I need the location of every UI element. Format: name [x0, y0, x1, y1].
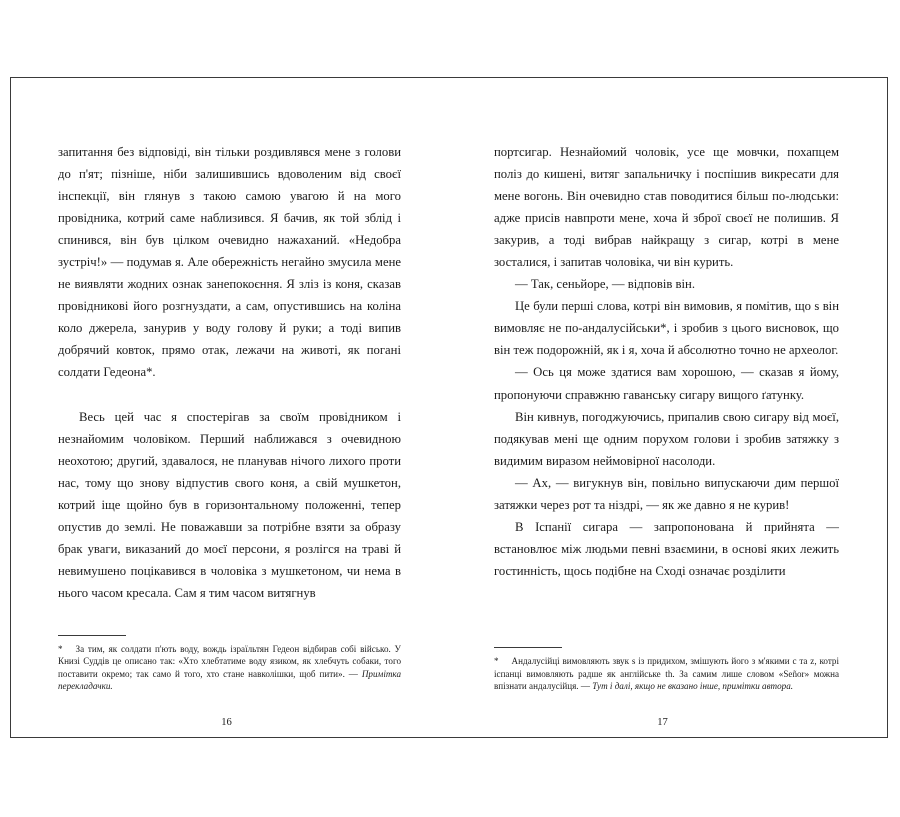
page-right [449, 78, 887, 737]
footnote-rule [494, 647, 562, 648]
right-page-body [494, 141, 839, 647]
page-left [11, 78, 449, 737]
left-page-footnote [58, 635, 401, 699]
paragraph: — Так, сеньйоре, — відповів він. [515, 277, 695, 292]
paragraph: — Ах, — вигукнув він, повільно випускаючи дим першої затяжки через рот та ніздрі, — як же давно я не курив! [494, 475, 839, 512]
footnote-body: За тим, як солдати п'ють воду, вождь ізраїльтян Гедеон відбирав собі військо. У Книзі Суддів це описано так: «Хто хлебтатиме воду язиком, як хлебчуть собаки, того поставити окремо; так само й того, хто стане навколішки, щоб пити». — [58, 643, 401, 679]
footnote-body: Андалусійці вимовляють звук s із придихом, змішують його з м'якими c та z, котрі іспанці вимовляють радше як англійське th. За самим лише словом «Señor» можна впізнати андалусійця. — [494, 656, 839, 692]
footnote-rule [58, 635, 126, 636]
paragraph: портсигар. Незнайомий чоловік, усе ще мовчки, похапцем поліз до кишені, витяг запальничку і поспішив викресати для мене вогонь. Він очевидно став поводитися більш по-людськи: адже присів навпроти мене, хоча й зброї своєї не полишив. Я закурив, а тоді вибрав найкращу з сигар, котрі в мене зосталися, і запитав чоловіка, чи він курить. [494, 145, 839, 270]
page-number-left: 16 [221, 717, 232, 728]
paragraph: запитання без відповіді, він тільки роздивлявся мене з голови до п'ят; пізніше, ніби залишившись вдоволеним від своєї інспекції, він глянув з такою самою увагою й на мого провідника, котрий саме наблизився. Я бачив, як той зблід і спинився, він був цілком очевидно нажаханий. «Недобра зустріч!» — подумав я. Але обережність негайно змусила мене не виявляти жодних ознак занепокоєння. Я зліз із коня, сказав провідникові його розгнуздати, а сам, опустившись на коліна коло джерела, занурив у воду голову й руки; а тоді випив добрячий ковток, прямо отак, лежачи на животі, як погані солдати Гедеона*. [58, 145, 401, 380]
right-page-footnote [494, 647, 839, 699]
left-page-body [58, 141, 401, 635]
footnote-text [58, 643, 401, 693]
paragraph: В Іспанії сигара — запропонована й прийнята — встановлює між людьми певні взаємини, в основі яких лежить гостинність, щось подібне на Сході означає розділити [494, 519, 839, 578]
footnote-text [494, 655, 839, 693]
paragraph: Це були перші слова, котрі він вимовив, я помітив, що s він вимовляє не по-андалусійськи*, і зробив з цього висновок, що він теж подорожній, як і я, хоча й абсолютно точно не археолог. [494, 299, 839, 358]
footnote-attribution: Тут і далі, якщо не вказано інше, примітки автора. [592, 681, 794, 692]
paragraph: Він кивнув, погоджуючись, припалив свою сигару від моєї, подякував мені ще одним порухом голови і зробив затяжку з видимим виразом неймовірної насолоди. [494, 409, 839, 468]
page-number-right: 17 [657, 717, 668, 728]
paragraph: — Ось ця може здатися вам хорошою, — сказав я йому, пропонуючи справжню гаванську сигару вищого ґатунку. [494, 365, 839, 402]
book-spread [10, 77, 888, 738]
footnote-attribution: Примітка перекладачки. [58, 668, 401, 692]
paragraph: Весь цей час я спостерігав за своїм провідником і незнайомим чоловіком. Перший наближався з очевидною неохотою; другий, здавалося, не планував нічого лихого проти нас, тому що знову відпустив свого коня, а свій мушкетон, котрий іще щойно був в горизонтальному положенні, тепер опустив до землі. Не поважавши за потрібне взяти за образу брак уваги, виказаний до моєї персони, я розлігся на траві й невимушено поцікавився в чоловіка з мушкетоном, чи нема в нього часом кресала. Сам я тим часом витягнув [58, 409, 401, 600]
footnote-marker: * [494, 656, 499, 667]
footnote-marker: * [58, 643, 63, 654]
